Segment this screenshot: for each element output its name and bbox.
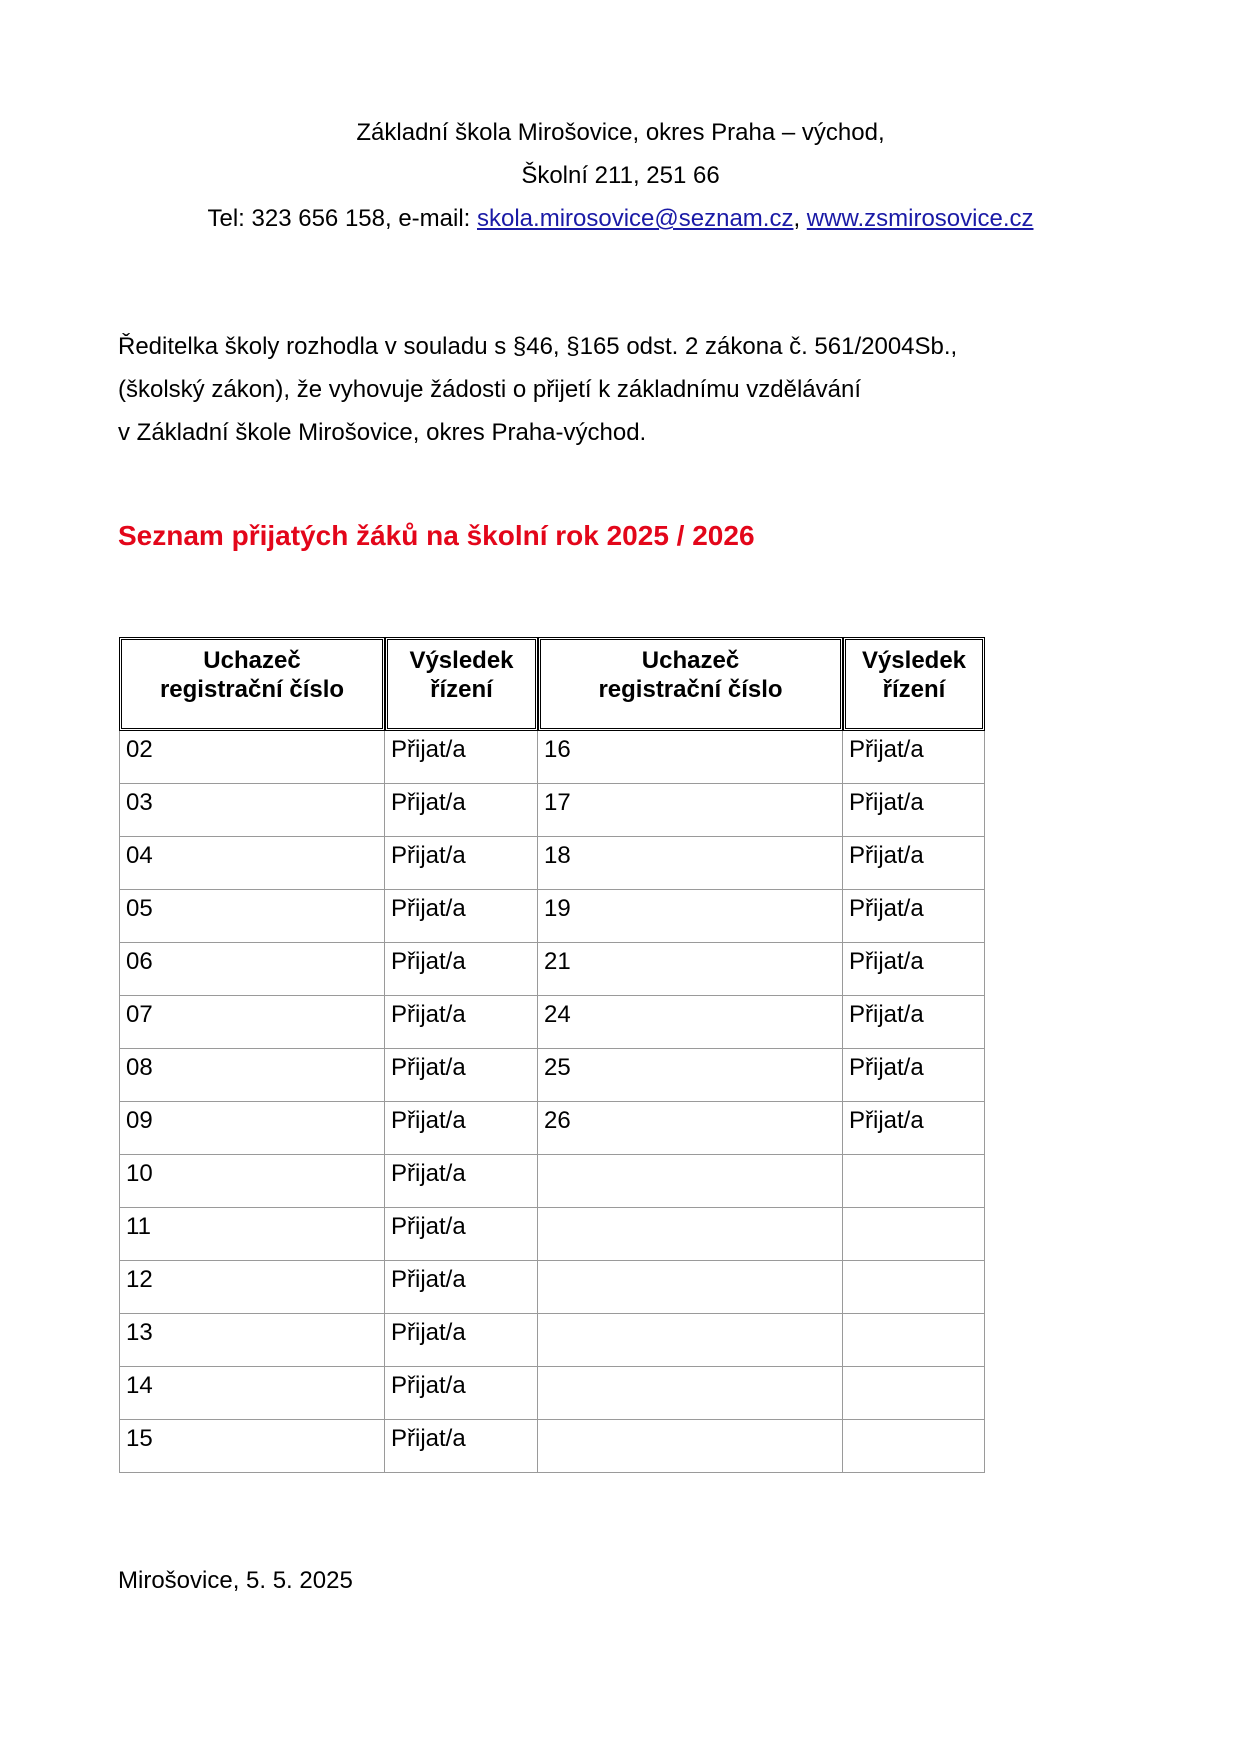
- applicant-id-cell: 07: [119, 996, 385, 1049]
- applicant-id-cell: 05: [119, 890, 385, 943]
- applicant-id-cell: 08: [119, 1049, 385, 1102]
- applicant-id-cell: 03: [119, 784, 385, 837]
- table-row: [119, 890, 985, 943]
- applicant-id-cell: 14: [119, 1367, 385, 1420]
- result-cell: Přijat/a: [385, 1314, 538, 1367]
- contact-separator: ,: [793, 205, 807, 232]
- applicant-id-cell: 21: [538, 943, 843, 996]
- applicant-id-cell: 04: [119, 837, 385, 890]
- table-row: [119, 1261, 985, 1314]
- result-cell: [843, 1314, 985, 1367]
- result-cell: [843, 1367, 985, 1420]
- applicant-id-cell: 02: [119, 731, 385, 784]
- decision-line-2: (školský zákon), že vyhovuje žádosti o přijetí k základnímu vzdělávání: [118, 376, 862, 403]
- applicant-id-cell: [538, 1261, 843, 1314]
- result-cell: Přijat/a: [843, 1102, 985, 1155]
- result-cell: Přijat/a: [843, 731, 985, 784]
- applicant-id-cell: 25: [538, 1049, 843, 1102]
- header-applicant-id: Uchazeč registrační číslo: [538, 637, 843, 731]
- result-cell: Přijat/a: [385, 1420, 538, 1473]
- table-row: [119, 1367, 985, 1420]
- result-cell: Přijat/a: [385, 996, 538, 1049]
- applicant-id-cell: 24: [538, 996, 843, 1049]
- table-row: [119, 837, 985, 890]
- table-row: [119, 996, 985, 1049]
- result-cell: [843, 1155, 985, 1208]
- applicant-id-cell: 13: [119, 1314, 385, 1367]
- header-result: Výsledek řízení: [843, 637, 985, 731]
- result-cell: Přijat/a: [385, 1102, 538, 1155]
- school-contact: [0, 205, 1241, 233]
- result-cell: Přijat/a: [385, 1155, 538, 1208]
- applicant-id-cell: 10: [119, 1155, 385, 1208]
- result-cell: Přijat/a: [385, 1261, 538, 1314]
- result-cell: Přijat/a: [385, 890, 538, 943]
- header-applicant-id: Uchazeč registrační číslo: [119, 637, 385, 731]
- result-cell: Přijat/a: [843, 890, 985, 943]
- result-cell: [843, 1208, 985, 1261]
- table-row: [119, 1208, 985, 1261]
- decision-line-3: v Základní škole Mirošovice, okres Praha-východ.: [118, 419, 647, 446]
- result-cell: Přijat/a: [385, 837, 538, 890]
- header-result: Výsledek řízení: [385, 637, 538, 731]
- result-cell: Přijat/a: [385, 1208, 538, 1261]
- applicant-id-cell: [538, 1208, 843, 1261]
- applicant-id-cell: 12: [119, 1261, 385, 1314]
- applicant-id-cell: 09: [119, 1102, 385, 1155]
- table-row: [119, 1102, 985, 1155]
- result-cell: Přijat/a: [843, 784, 985, 837]
- applicant-id-cell: 15: [119, 1420, 385, 1473]
- applicant-id-cell: [538, 1314, 843, 1367]
- contact-prefix: Tel: 323 656 158, e-mail:: [207, 205, 477, 232]
- table-row: [119, 731, 985, 784]
- result-cell: Přijat/a: [385, 1049, 538, 1102]
- accepted-students-table: [119, 637, 985, 1473]
- school-address: Školní 211, 251 66: [521, 162, 720, 189]
- applicant-id-cell: 17: [538, 784, 843, 837]
- applicant-id-cell: 11: [119, 1208, 385, 1261]
- applicant-id-cell: 26: [538, 1102, 843, 1155]
- result-cell: Přijat/a: [385, 731, 538, 784]
- result-cell: [843, 1420, 985, 1473]
- result-cell: Přijat/a: [385, 1367, 538, 1420]
- result-cell: Přijat/a: [843, 943, 985, 996]
- table-row: [119, 784, 985, 837]
- table-header-row: [119, 637, 985, 731]
- email-link[interactable]: skola.mirosovice@seznam.cz: [477, 205, 794, 232]
- result-cell: Přijat/a: [843, 996, 985, 1049]
- applicant-id-cell: [538, 1367, 843, 1420]
- result-cell: Přijat/a: [385, 943, 538, 996]
- applicant-id-cell: 16: [538, 731, 843, 784]
- result-cell: Přijat/a: [385, 784, 538, 837]
- decision-line-1: Ředitelka školy rozhodla v souladu s §46, §165 odst. 2 zákona č. 561/2004Sb.,: [118, 333, 958, 360]
- table-row: [119, 943, 985, 996]
- table-row: [119, 1155, 985, 1208]
- school-name: Základní škola Mirošovice, okres Praha – východ,: [356, 119, 885, 146]
- website-link[interactable]: www.zsmirosovice.cz: [806, 205, 1034, 232]
- table-row: [119, 1314, 985, 1367]
- applicant-id-cell: 06: [119, 943, 385, 996]
- result-cell: Přijat/a: [843, 837, 985, 890]
- table-row: [119, 1049, 985, 1102]
- place-and-date: Mirošovice, 5. 5. 2025: [118, 1567, 353, 1594]
- applicant-id-cell: 18: [538, 837, 843, 890]
- page-title: Seznam přijatých žáků na školní rok 2025 / 2026: [118, 520, 755, 551]
- applicant-id-cell: [538, 1420, 843, 1473]
- applicant-id-cell: 19: [538, 890, 843, 943]
- table-row: [119, 1420, 985, 1473]
- result-cell: Přijat/a: [843, 1049, 985, 1102]
- result-cell: [843, 1261, 985, 1314]
- applicant-id-cell: [538, 1155, 843, 1208]
